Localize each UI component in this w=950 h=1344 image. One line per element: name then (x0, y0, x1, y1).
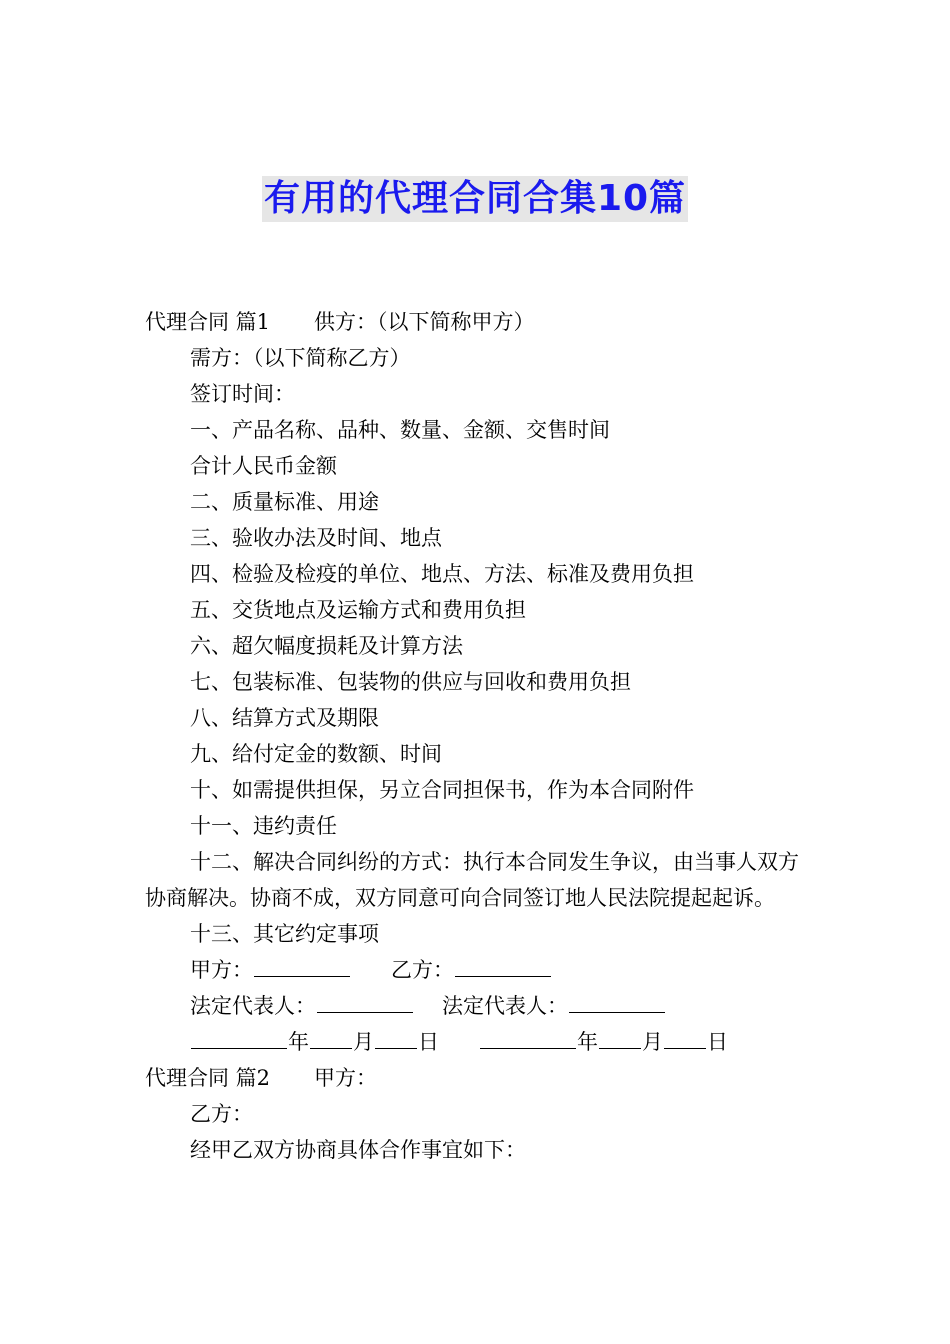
rep-a-label: 法定代表人： (190, 994, 316, 1018)
party-signature-line (145, 952, 810, 988)
month-blank-b (599, 1026, 641, 1049)
year-label-a: 年 (288, 1030, 309, 1054)
document-title: 有用的代理合同合集10篇 (262, 176, 688, 222)
party-a-blank (254, 954, 350, 977)
clause-item: 四、检验及检疫的单位、地点、方法、标准及费用负担 (190, 562, 694, 586)
contract2-heading: 代理合同 篇2 (145, 1066, 271, 1090)
clause-item: 九、给付定金的数额、时间 (190, 742, 442, 766)
day-blank-a (375, 1026, 417, 1049)
year-label-b: 年 (577, 1030, 598, 1054)
sign-time-line: 签订时间： (190, 382, 295, 406)
party-b-blank (455, 954, 551, 977)
rep-signature-line (145, 988, 810, 1024)
contract2-party-b: 乙方： (190, 1102, 253, 1126)
contract1-heading: 代理合同 篇1 (145, 310, 271, 334)
month-label-a: 月 (353, 1030, 374, 1054)
contract1-heading-line (145, 304, 810, 340)
date-signature-line (145, 1024, 810, 1060)
clause-item: 五、交货地点及运输方式和费用负担 (190, 598, 526, 622)
title-wrap (0, 176, 950, 222)
year-blank-a (191, 1026, 287, 1049)
clause-item: 八、结算方式及期限 (190, 706, 379, 730)
year-blank-b (480, 1026, 576, 1049)
clause-item: 三、验收办法及时间、地点 (190, 526, 442, 550)
clause-item: 七、包装标准、包装物的供应与回收和费用负担 (190, 670, 631, 694)
rep-b-label: 法定代表人： (442, 994, 568, 1018)
party-a-label: 甲方： (190, 958, 253, 982)
clause-item: 六、超欠幅度损耗及计算方法 (190, 634, 463, 658)
clause-item: 十、如需提供担保，另立合同担保书，作为本合同附件 (190, 778, 694, 802)
dispute-clause: 十二、解决合同纠纷的方式：执行本合同发生争议，由当事人双方协商解决。协商不成，双方同意可向合同签订地人民法院提起起诉。 (145, 850, 799, 910)
document-body (145, 304, 810, 1168)
contract2-intro: 经甲乙双方协商具体合作事宜如下： (190, 1138, 526, 1162)
contract2-heading-line (145, 1060, 810, 1096)
day-label-b: 日 (707, 1030, 728, 1054)
clause-item: 十一、违约责任 (190, 814, 337, 838)
other-clause: 十三、其它约定事项 (190, 922, 379, 946)
rep-a-blank (317, 990, 413, 1013)
rep-b-blank (569, 990, 665, 1013)
day-label-a: 日 (418, 1030, 439, 1054)
clause-item: 一、产品名称、品种、数量、金额、交售时间 (190, 418, 610, 442)
clause-item: 二、质量标准、用途 (190, 490, 379, 514)
day-blank-b (664, 1026, 706, 1049)
month-blank-a (310, 1026, 352, 1049)
party-b-label: 乙方： (391, 958, 454, 982)
clause-item: 合计人民币金额 (190, 454, 337, 478)
supplier-line: 供方：（以下简称甲方） (314, 310, 535, 334)
buyer-line: 需方：（以下简称乙方） (190, 346, 411, 370)
contract2-party-a: 甲方： (314, 1066, 378, 1090)
month-label-b: 月 (642, 1030, 663, 1054)
